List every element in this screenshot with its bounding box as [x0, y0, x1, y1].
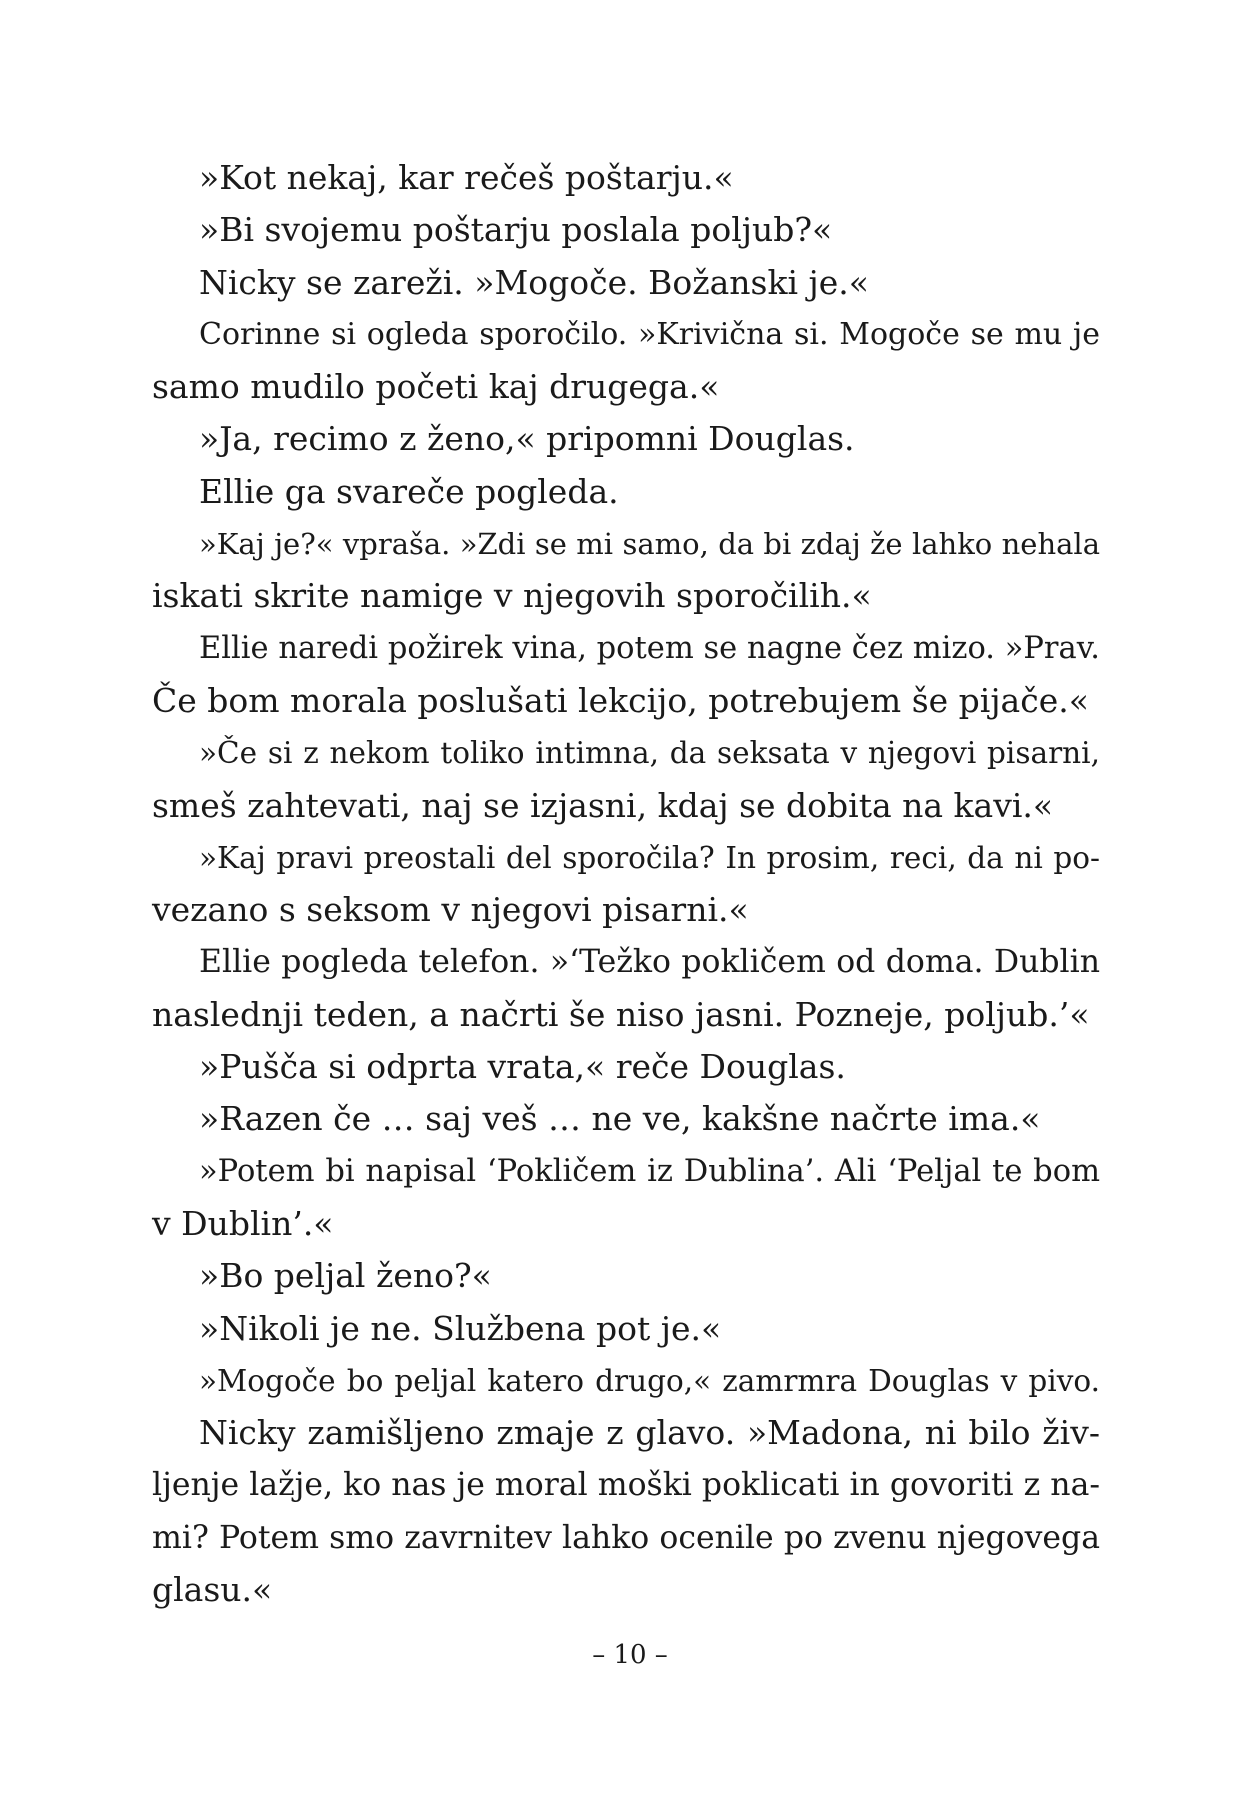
- text-line: iskati skrite namige v njegovih sporočilih.«: [152, 576, 872, 616]
- text-line: Če bom morala poslušati lekcijo, potrebujem še pijače.«: [152, 680, 1089, 720]
- text-line: ljenje lažje, ko nas je moral moški poklicati in govoriti z na-: [152, 1467, 1100, 1504]
- text-line: »Bi svojemu poštarju poslala poljub?«: [199, 210, 833, 250]
- text-line: samo mudilo početi kaj drugega.«: [152, 367, 720, 407]
- text-line: glasu.«: [152, 1570, 273, 1610]
- text-line: mi? Potem smo zavrnitev lahko ocenile po zvenu njegovega: [152, 1519, 1100, 1556]
- body-text: [152, 152, 1100, 1616]
- text-line: »Razen če … saj veš … ne ve, kakšne načrte ima.«: [199, 1099, 1041, 1139]
- text-line: »Če si z nekom toliko intimna, da seksata v njegovi pisarni,: [199, 736, 1100, 771]
- text-line: vezano s seksom v njegovi pisarni.«: [152, 890, 749, 930]
- text-line: »Kot nekaj, kar rečeš poštarju.«: [199, 158, 734, 197]
- text-line: v Dublin’.«: [152, 1203, 334, 1243]
- text-line: Nicky zamišljeno zmaje z glavo. »Madona, ni bilo živ-: [199, 1413, 1100, 1453]
- text-line: Nicky se zareži. »Mogoče. Božanski je.«: [199, 262, 869, 302]
- text-line: »Bo peljal ženo?«: [199, 1256, 492, 1296]
- text-line: »Pušča si odprta vrata,« reče Douglas.: [199, 1047, 846, 1087]
- text-line: Corinne si ogleda sporočilo. »Krivična si. Mogoče se mu je: [199, 316, 1100, 352]
- text-line: Ellie naredi požirek vina, potem se nagne čez mizo. »Prav.: [199, 630, 1100, 666]
- text-line: »Potem bi napisal ‘Pokličem iz Dublina’. Ali ‘Peljal te bom: [199, 1153, 1100, 1189]
- page-number: – 10 –: [592, 1640, 668, 1670]
- text-line: smeš zahtevati, naj se izjasni, kdaj se dobita na kavi.«: [152, 785, 1054, 825]
- text-line: Ellie pogleda telefon. »‘Težko pokličem od doma. Dublin: [199, 944, 1100, 981]
- text-line: »Ja, recimo z ženo,« pripomni Douglas.: [199, 419, 855, 459]
- text-line: »Nikoli je ne. Službena pot je.«: [199, 1308, 722, 1348]
- text-line: Ellie ga svareče pogleda.: [199, 471, 619, 511]
- text-line: »Kaj pravi preostali del sporočila? In prosim, reci, da ni po-: [199, 840, 1100, 875]
- text-line: »Kaj je?« vpraša. »Zdi se mi samo, da bi zdaj že lahko nehala: [199, 527, 1100, 562]
- text-line: »Mogoče bo peljal katero drugo,« zamrmra Douglas v pivo.: [199, 1363, 1100, 1398]
- text-line: naslednji teden, a načrti še niso jasni. Pozneje, poljub.’«: [152, 994, 1090, 1034]
